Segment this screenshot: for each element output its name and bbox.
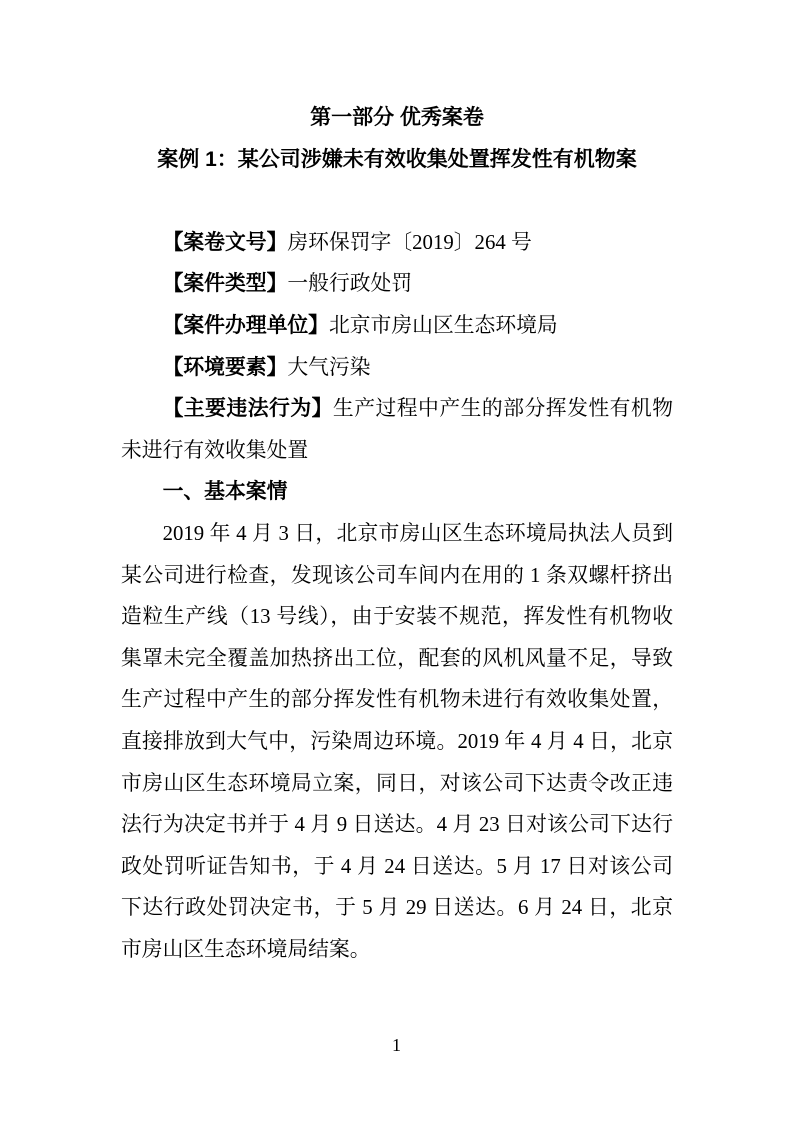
field-value: 一般行政处罚 bbox=[287, 272, 413, 296]
field-label: 【案件办理单位】 bbox=[162, 313, 329, 337]
field-handling-unit bbox=[121, 305, 673, 347]
paragraph-line: 市房山区生态环境局立案，同日，对该公司下达责令改正违 bbox=[121, 771, 673, 795]
field-case-number bbox=[121, 222, 673, 264]
part-title: 第一部分 优秀案卷 bbox=[310, 106, 484, 129]
section-heading: 一、基本案情 bbox=[162, 480, 288, 504]
field-label: 【主要违法行为】 bbox=[162, 397, 333, 421]
paragraph-line: 某公司进行检查，发现该公司车间内在用的 1 条双螺杆挤出 bbox=[121, 563, 673, 587]
field-case-type bbox=[121, 263, 673, 305]
case-title: 案例 1：某公司涉嫌未有效收集处置挥发性有机物案 bbox=[157, 147, 637, 171]
field-label: 【环境要素】 bbox=[162, 355, 288, 379]
paragraph-line: 集罩未完全覆盖加热挤出工位，配套的风机风量不足，导致 bbox=[121, 646, 673, 670]
field-value: 房环保罚字〔2019〕264 号 bbox=[287, 230, 532, 254]
paragraph-line: 法行为决定书并于 4 月 9 日送达。4 月 23 日对该公司下达行 bbox=[121, 813, 673, 837]
field-label: 【案卷文号】 bbox=[162, 230, 288, 254]
page-number: 1 bbox=[392, 1035, 401, 1055]
paragraph-line: 生产过程中产生的部分挥发性有机物未进行有效收集处置， bbox=[121, 688, 673, 712]
paragraph-line: 造粒生产线（13 号线），由于安装不规范，挥发性有机物收 bbox=[121, 605, 673, 629]
page-content bbox=[121, 97, 673, 970]
body-paragraph bbox=[121, 513, 673, 971]
case-fields bbox=[121, 222, 673, 472]
field-label: 【案件类型】 bbox=[162, 272, 288, 296]
paragraph-line: 市房山区生态环境局结案。 bbox=[121, 937, 371, 961]
paragraph-line: 下达行政处罚决定书，于 5 月 29 日送达。6 月 24 日，北京 bbox=[121, 896, 673, 920]
field-main-violation bbox=[121, 388, 673, 471]
paragraph-line: 直接排放到大气中，污染周边环境。2019 年 4 月 4 日，北京 bbox=[121, 729, 673, 753]
paragraph-line: 政处罚听证告知书，于 4 月 24 日送达。5 月 17 日对该公司 bbox=[121, 854, 673, 878]
field-value: 生产过程中产生的部分挥发性有机物未进行有效收集处置 bbox=[121, 397, 674, 462]
field-value: 大气污染 bbox=[287, 355, 371, 379]
field-value: 北京市房山区生态环境局 bbox=[328, 313, 558, 337]
paragraph-line: 2019 年 4 月 3 日，北京市房山区生态环境局执法人员到 bbox=[162, 521, 673, 545]
field-environmental-element bbox=[121, 347, 673, 389]
